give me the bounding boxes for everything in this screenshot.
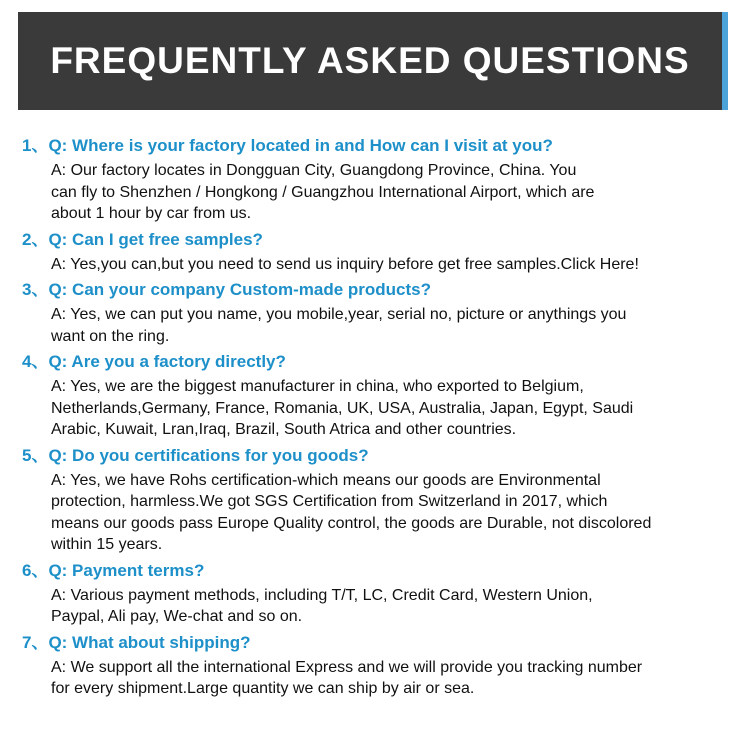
faq-question: 2、Q: Can I get free samples? — [22, 229, 263, 249]
faq-list — [22, 134, 734, 703]
faq-answer — [22, 304, 734, 347]
faq-question: 7、Q: What about shipping? — [22, 632, 251, 652]
faq-item-1 — [22, 134, 734, 225]
answer-line: can fly to Shenzhen / Hongkong / Guangzhou International Airport, which are — [51, 183, 595, 201]
answer-line: A: Various payment methods, including T/T, LC, Credit Card, Western Union, — [51, 586, 593, 604]
answer-line: for every shipment.Large quantity we can ship by air or sea. — [51, 680, 475, 697]
faq-question: 1、Q: Where is your factory located in and How can I visit at you? — [22, 136, 553, 155]
faq-item-2 — [22, 228, 734, 276]
answer-line: A: We support all the international Express and we will provide you tracking number — [51, 658, 643, 676]
faq-answer — [22, 657, 734, 700]
answer-line: A: Yes, we can put you name, you mobile,year, serial no, picture or anythings you — [51, 306, 627, 323]
answer-line: protection, harmless.We got SGS Certification from Switzerland in 2017, which — [51, 493, 608, 510]
answer-line: want on the ring. — [51, 327, 170, 345]
answer-line: A: Yes, we are the biggest manufacturer in china, who exported to Belgium, — [51, 378, 584, 395]
faq-item-6 — [22, 559, 734, 628]
answer-line: A: Yes,you can,but you need to send us inquiry before get free samples.Click Here! — [51, 255, 639, 273]
answer-line: A: Yes, we have Rohs certification-which means our goods are Environmental — [51, 471, 601, 489]
faq-question: 3、Q: Can your company Custom-made products? — [22, 280, 431, 299]
answer-line: A: Our factory locates in Dongguan City, Guangdong Province, China. You — [51, 162, 577, 179]
faq-answer — [22, 254, 734, 276]
faq-answer — [22, 160, 734, 225]
faq-answer — [22, 585, 734, 628]
page-title: FREQUENTLY ASKED QUESTIONS — [50, 40, 690, 81]
faq-banner — [18, 12, 728, 110]
answer-line: about 1 hour by car from us. — [51, 205, 252, 222]
answer-line: Paypal, Ali pay, We-chat and so on. — [51, 608, 303, 625]
faq-item-5 — [22, 444, 734, 556]
faq-question: 6、Q: Payment terms? — [22, 560, 205, 580]
answer-line: Arabic, Kuwait, Lran,Iraq, Brazil, South Atrica and other countries. — [51, 421, 517, 438]
faq-answer — [22, 470, 734, 556]
answer-line: Netherlands,Germany, France, Romania, UK, USA, Australia, Japan, Egypt, Saudi — [51, 399, 634, 417]
faq-item-4 — [22, 350, 734, 441]
faq-item-7 — [22, 631, 734, 700]
faq-answer — [22, 376, 734, 441]
faq-banner-panel — [18, 12, 722, 110]
answer-line: within 15 years. — [51, 536, 163, 553]
faq-question: 4、Q: Are you a factory directly? — [22, 352, 286, 371]
faq-item-3 — [22, 278, 734, 347]
answer-line: means our goods pass Europe Quality control, the goods are Durable, not discolored — [51, 514, 652, 532]
faq-question: 5、Q: Do you certifications for you goods? — [22, 445, 369, 465]
